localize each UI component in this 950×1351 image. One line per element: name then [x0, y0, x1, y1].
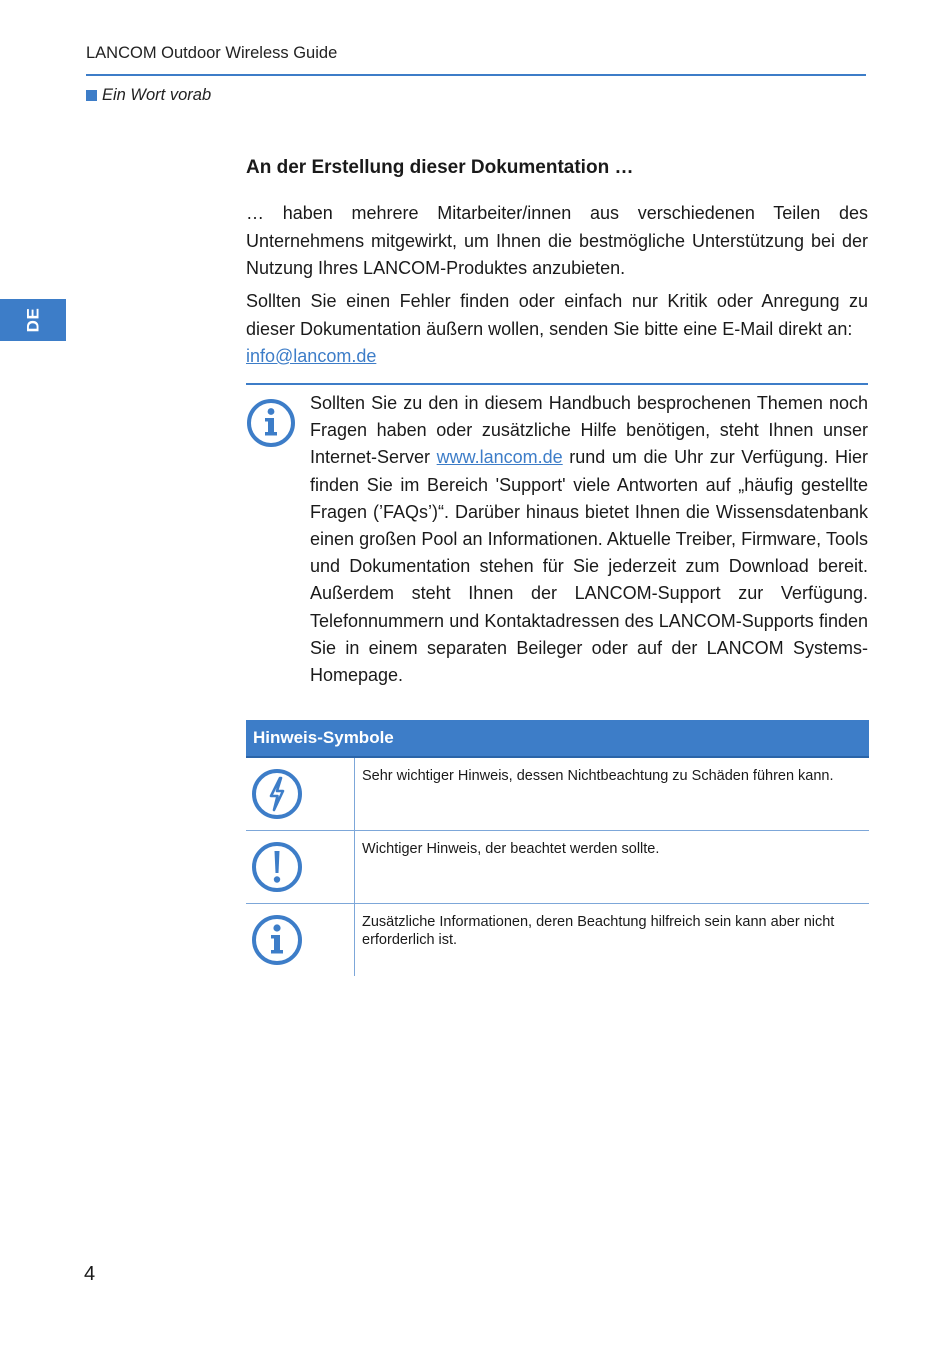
- icon-cell: [246, 904, 355, 976]
- row-description: Sehr wichtiger Hinweis, dessen Nichtbeachtung zu Schäden führen kann.: [362, 768, 834, 784]
- exclamation-icon: [250, 840, 304, 894]
- website-link[interactable]: www.lancom.de: [436, 447, 563, 468]
- icon-cell: [246, 831, 355, 903]
- section-label: Ein Wort vorab: [102, 86, 212, 104]
- row-description: Zusätzliche Informationen, deren Beachtung hilfreich sein kann aber nicht erforderlich ist.: [362, 914, 835, 948]
- paragraph-1: … haben mehrere Mitarbeiter/innen aus verschiedenen Teilen des Unternehmens mitgewirkt, um Ihnen die bestmögliche Unterstützung bei der Nutzung Ihres LANCOM-Produktes anzubieten.: [246, 203, 868, 278]
- row-description: Wichtiger Hinweis, der beachtet werden sollte.: [362, 841, 660, 857]
- icon-cell: [246, 758, 355, 830]
- info-box-text: [310, 390, 868, 689]
- main-heading: An der Erstellung dieser Dokumentation …: [246, 157, 634, 178]
- section-square-icon: [86, 90, 97, 101]
- table-row: [246, 758, 869, 831]
- header-title: LANCOM Outdoor Wireless Guide: [86, 44, 338, 62]
- language-tab: [0, 299, 66, 341]
- section-marker: [86, 86, 211, 105]
- info-text-part-1: Sollten Sie zu den in diesem Handbuch besprochenen Themen noch Fragen haben oder zusätzliche Hilfe benötigen, steht Ihnen unser Internet-Server: [310, 393, 868, 468]
- table-row: [246, 904, 869, 976]
- symbols-table: [246, 720, 869, 976]
- info-icon: [246, 398, 296, 448]
- header-rule: [86, 74, 866, 76]
- table-row: [246, 831, 869, 904]
- info-text-part-2: rund um die Uhr zur Verfügung. Hier finden Sie im Bereich 'Support' viele Antworten auf „häufig gestellte Fragen (’FAQs’)“. Darüber hinaus bietet Ihnen die Wissensdatenbank einen großen Pool an Informationen. Aktuelle Treiber, Firmware, Tools und Dokumentation stehen für Sie jederzeit zum Download bereit. Außerdem steht Ihnen der LANCOM-Support zur Verfügung. Telefonnummern und Kontaktadressen des LANCOM-Supports finden Sie in einem separaten Beileger oder auf der LANCOM Systems-Homepage.: [310, 447, 868, 686]
- language-tab-label: DE: [23, 307, 42, 333]
- paragraph-2-text: Sollten Sie einen Fehler finden oder einfach nur Kritik oder Anregung zu dieser Dokumentation äußern wollen, senden Sie bitte eine E-Mail direkt an:: [246, 291, 868, 339]
- info-box-rule: [246, 383, 868, 385]
- paragraph-2: [246, 288, 868, 371]
- symbols-table-header: Hinweis-Symbole: [246, 720, 869, 758]
- page-number: 4: [84, 1263, 96, 1285]
- info-icon: [250, 913, 304, 967]
- lightning-warning-icon: [250, 767, 304, 821]
- email-link[interactable]: info@lancom.de: [246, 346, 377, 366]
